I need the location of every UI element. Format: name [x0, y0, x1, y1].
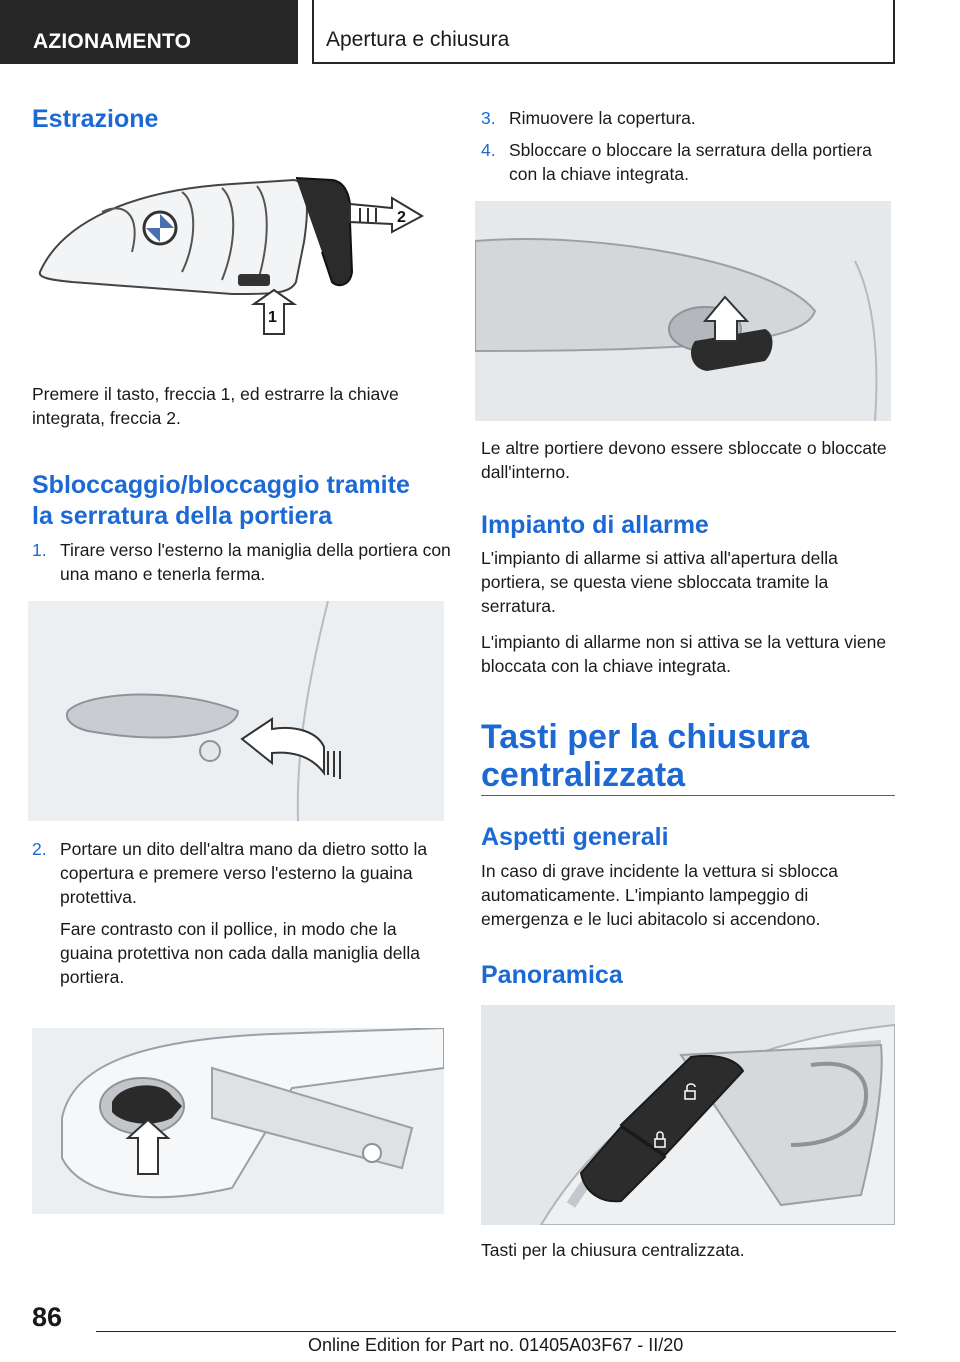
heading-central-locking-line2: centralizzata — [481, 756, 686, 794]
figure-door-handle-pull — [28, 601, 444, 821]
paragraph-other-doors: Le altre portiere devono essere sbloccate o bloccate dall'interno. — [481, 438, 887, 482]
step-1 — [32, 538, 451, 592]
section-rule — [481, 795, 895, 796]
figure-central-locking-buttons — [481, 1005, 895, 1225]
heading-extraction: Estrazione — [32, 105, 159, 133]
heading-overview: Panoramica — [481, 961, 623, 989]
heading-door-lock-line1: Sbloccaggio/bloccaggio tramite — [32, 471, 410, 499]
footer-edition: Online Edition for Part no. 01405A03F67 - II/20 — [308, 1335, 684, 1355]
step-4-number: 4. — [481, 140, 496, 160]
paragraph-extraction: Premere il tasto, freccia 1, ed estrarre la chiave integrata, freccia 2. — [32, 384, 399, 428]
paragraph-alarm-2: L'impianto di allarme non si attiva se la vettura viene bloccata con la chiave integrata. — [481, 632, 887, 676]
paragraph-alarm-1: L'impianto di allarme si attiva all'apertura della portiera, se questa viene sbloccata tramite la serratura. — [481, 548, 838, 616]
section-tab — [0, 0, 298, 64]
heading-door-lock-line2: la serratura della portiera — [32, 502, 333, 530]
step-2-number: 2. — [32, 839, 47, 859]
footer-rule — [96, 1331, 896, 1332]
step-3-number: 3. — [481, 108, 496, 128]
figure-handle-cover — [32, 1028, 444, 1214]
step-2 — [32, 837, 446, 987]
heading-door-lock — [32, 470, 446, 532]
step-4 — [481, 138, 895, 192]
step-1-number: 1. — [32, 540, 47, 560]
step-2-text: Portare un dito dell'altra mano da dietro sotto la copertura e premere verso l'esterno la guaina protettiva. — [60, 839, 428, 907]
step-3 — [481, 106, 895, 132]
chapter-tab — [312, 0, 895, 64]
figure-key-extraction — [32, 162, 444, 348]
step-3-text: Rimuovere la copertura. — [509, 108, 696, 128]
chapter-title: Apertura e chiusura — [326, 28, 510, 51]
arrow-label-2: 2 — [397, 209, 406, 226]
step-4-text: Sbloccare o bloccare la serratura della portiera con la chiave integrata. — [509, 140, 872, 184]
paragraph-general: In caso di grave incidente la vettura si sblocca automaticamente. L'impianto lampeggio di emergenza e le luci abitacolo si accendono. — [481, 861, 838, 929]
step-2-text-2: Fare contrasto con il pollice, in modo che la guaina protettiva non cada dalla maniglia della portiera. — [60, 919, 420, 987]
step-1-text: Tirare verso l'esterno la maniglia della portiera con una mano e tenerla ferma. — [60, 540, 451, 584]
heading-central-locking — [481, 718, 895, 794]
heading-central-locking-line1: Tasti per la chiusura — [481, 718, 810, 756]
arrow-label-1: 1 — [268, 309, 277, 326]
figure-door-lock-key — [475, 201, 891, 421]
section-title: AZIONAMENTO — [33, 30, 192, 53]
page-number: 86 — [32, 1302, 63, 1332]
caption-overview: Tasti per la chiusura centralizzata. — [481, 1240, 745, 1260]
heading-alarm: Impianto di allarme — [481, 511, 709, 539]
heading-general: Aspetti generali — [481, 823, 669, 851]
